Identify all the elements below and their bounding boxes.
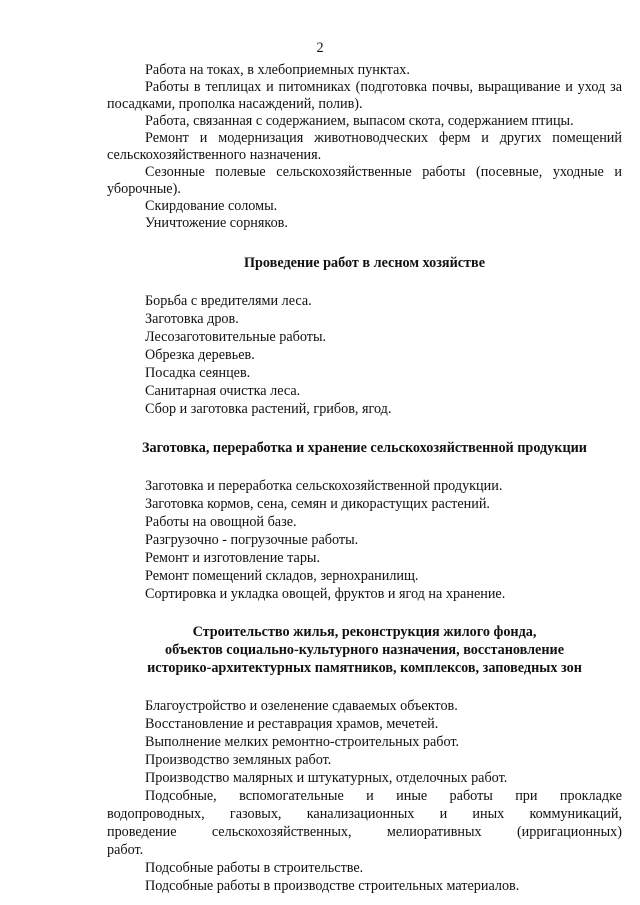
list-item: Ремонт и изготовление тары. (145, 550, 320, 566)
list-item: Санитарная очистка леса. (145, 383, 301, 399)
list-item: Сбор и заготовка растений, грибов, ягод. (145, 401, 392, 417)
list-item: Заготовка дров. (145, 311, 239, 327)
intro-paragraph: Работа, связанная с содержанием, выпасом скота, содержанием птицы. (145, 113, 574, 129)
list-item: Сортировка и укладка овощей, фруктов и ягод на хранение. (145, 586, 506, 602)
list-item: Подсобные, вспомогательные и иные работы при прокладке водопроводных, газовых, канализационных и иных коммуникаций, проведение сельскохозяйственных, мелиоративных (ирригационных) работ. (107, 788, 622, 858)
section-heading-agriculture: Заготовка, переработка и хранение сельскохозяйственной продукции (142, 440, 587, 456)
intro-paragraph: Ремонт и модернизация животноводческих ферм и других помещений сельскохозяйственного назначения. (107, 130, 622, 163)
list-item: Посадка сеянцев. (145, 365, 251, 381)
section-heading-forestry: Проведение работ в лесном хозяйстве (244, 255, 485, 271)
list-item: Борьба с вредителями леса. (145, 293, 312, 309)
list-item: Выполнение мелких ремонтно-строительных работ. (145, 734, 460, 750)
list-item: Ремонт помещений складов, зернохранилищ. (145, 568, 419, 584)
intro-paragraph: Работа на токах, в хлебоприемных пунктах. (145, 62, 410, 78)
intro-paragraph: Сезонные полевые сельскохозяйственные работы (посевные, уходные и уборочные). (107, 164, 622, 197)
list-item: Заготовка и переработка сельскохозяйственной продукции. (145, 478, 503, 494)
list-item: Работы на овощной базе. (145, 514, 297, 530)
list-item: Лесозаготовительные работы. (145, 329, 327, 345)
section-heading-line: историко-архитектурных памятников, комплексов, заповедных зон (147, 660, 582, 676)
forestry-list (107, 292, 622, 418)
list-item: Разгрузочно - погрузочные работы. (145, 532, 359, 548)
list-item: Благоустройство и озеленение сдаваемых объектов. (145, 698, 458, 714)
agriculture-list (107, 477, 622, 603)
intro-paragraph: Уничтожение сорняков. (145, 215, 288, 231)
construction-list (107, 697, 622, 895)
list-item: Производство малярных и штукатурных, отделочных работ. (145, 770, 508, 786)
list-item: Заготовка кормов, сена, семян и дикорастущих растений. (145, 496, 490, 512)
section-heading-line: Строительство жилья, реконструкция жилого фонда, (192, 624, 537, 640)
page-content (107, 62, 622, 895)
list-item: Производство земляных работ. (145, 752, 332, 768)
intro-paragraph: Скирдование соломы. (145, 198, 278, 214)
list-item: Восстановление и реставрация храмов, мечетей. (145, 716, 439, 732)
intro-list (107, 62, 622, 232)
intro-paragraph: Работы в теплицах и питомниках (подготовка почвы, выращивание и уход за посадками, прополка насаждений, полив). (107, 79, 622, 112)
section-heading-construction (107, 623, 622, 677)
list-item: Обрезка деревьев. (145, 347, 255, 363)
page-number: 2 (316, 40, 324, 56)
list-item: Подсобные работы в производстве строительных материалов. (145, 878, 520, 894)
list-item: Подсобные работы в строительстве. (145, 860, 364, 876)
section-heading-line: объектов социально-культурного назначения, восстановление (165, 642, 564, 658)
